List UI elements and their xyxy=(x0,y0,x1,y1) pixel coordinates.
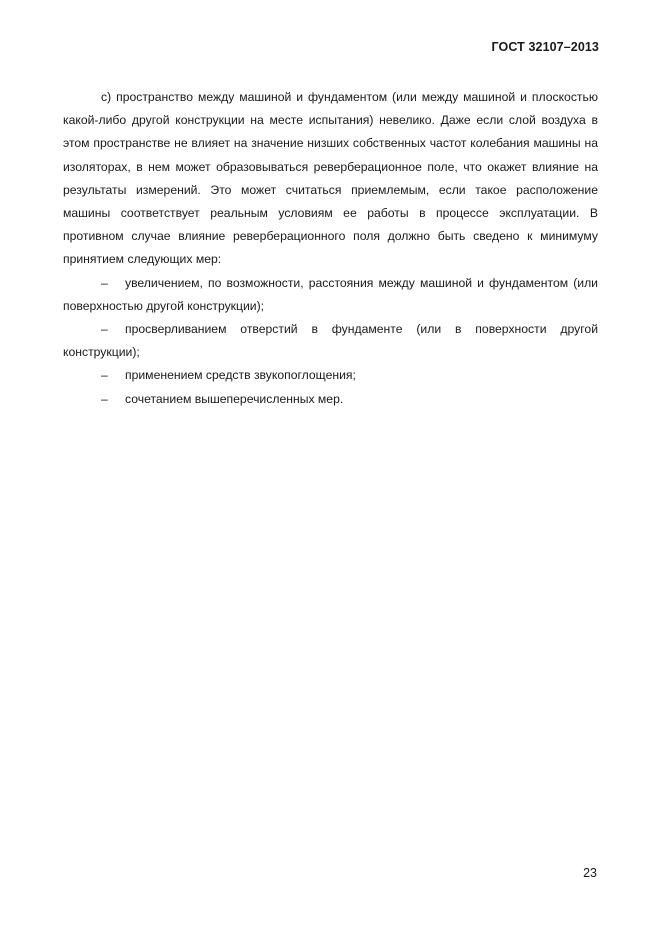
list-item xyxy=(63,364,598,387)
list-item-text: сочетанием вышеперечисленных мер. xyxy=(125,391,344,406)
document-code-header: ГОСТ 32107–2013 xyxy=(491,40,599,54)
list-dash: – xyxy=(101,368,108,383)
list-item-text: увеличением, по возможности, расстояния между машиной и фундаментом (или поверхностью другой конструкции); xyxy=(63,275,598,313)
list-dash: – xyxy=(101,391,108,406)
list-dash: – xyxy=(101,322,108,337)
list-item xyxy=(63,272,598,318)
list-dash: – xyxy=(101,275,108,290)
paragraph-c: с) пространство между машиной и фундаментом (или между машиной и плоскостью какой-либо другой конструкции на месте испытания) невелико. Даже если слой воздуха в этом пространстве не влияет на значение низших собственных частот колебания машины на изоляторах, в нем может образовываться реверберационное поле, что окажет влияние на результаты измерений. Это может считаться приемлемым, если такое расположение машины соответствует реальным условиям ее работы в процессе эксплуатации. В противном случае влияние реверберационного поля должно быть сведено к минимуму принятием следующих мер: xyxy=(63,90,598,267)
list-item xyxy=(63,318,598,364)
list-item xyxy=(63,388,598,411)
document-body xyxy=(63,86,598,411)
page-number: 23 xyxy=(583,866,597,880)
list-item-text: просверливанием отверстий в фундаменте (или в поверхности другой конструкции); xyxy=(63,322,598,360)
list-item-text: применением средств звукопоглощения; xyxy=(125,368,356,383)
